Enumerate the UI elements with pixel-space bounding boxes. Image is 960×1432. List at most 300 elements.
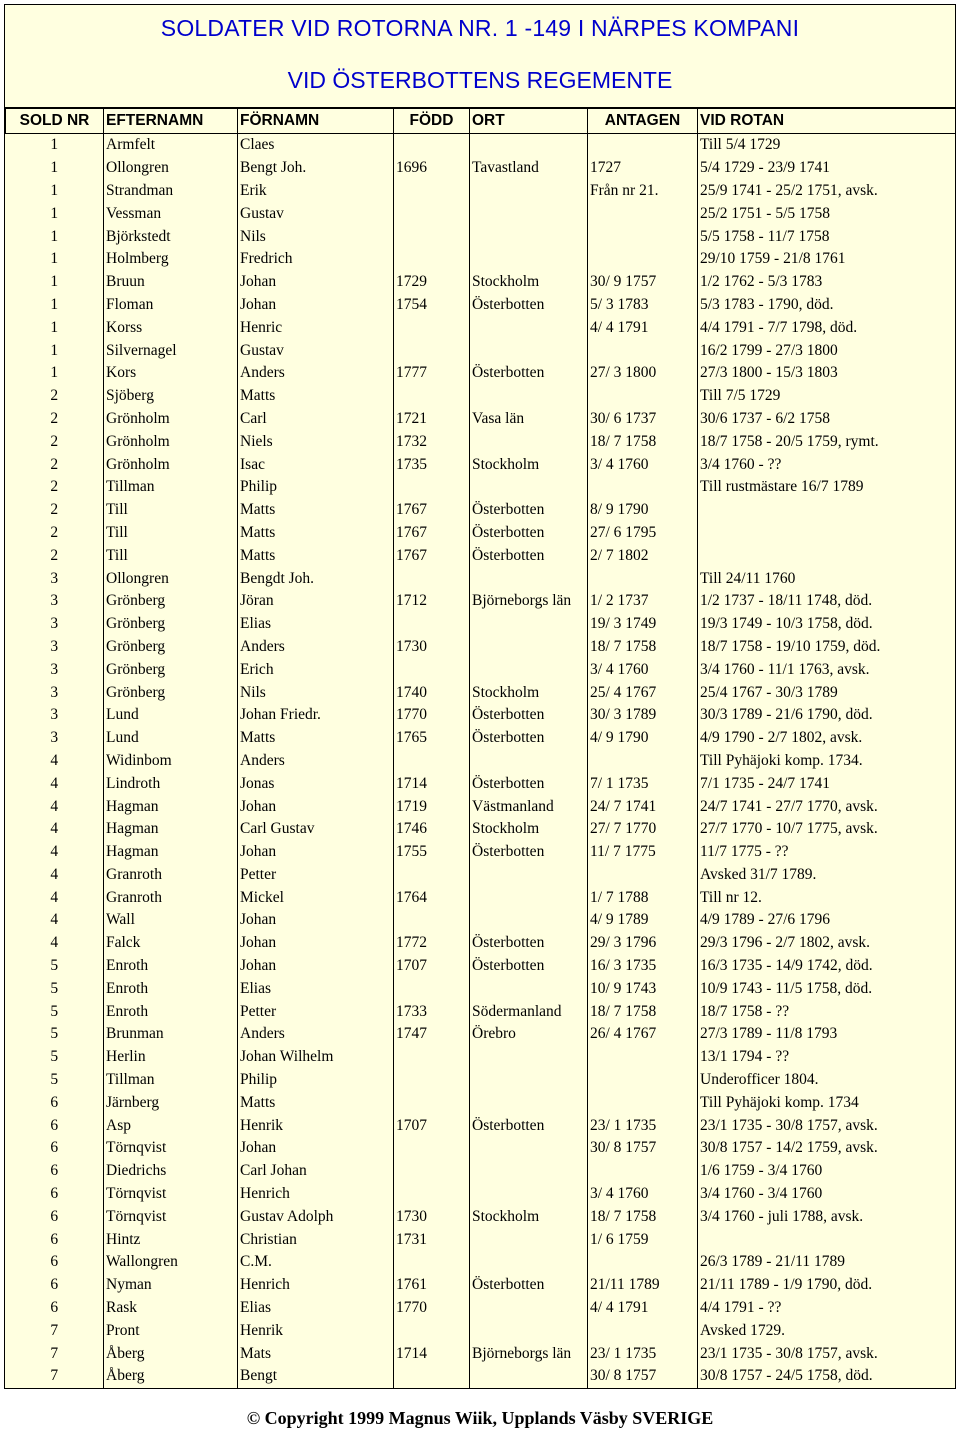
cell-fornamn: Johan [238,955,394,978]
cell-fodd: 1729 [394,271,470,294]
cell-efternamn: Hintz [104,1228,238,1251]
cell-vid-rotan: 7/1 1735 - 24/7 1741 [700,774,831,792]
table-row [6,294,956,317]
cell-efternamn: Åberg [104,1365,238,1388]
cell-fornamn: Henrik [238,1319,394,1342]
cell-antagen: 18/ 7 1758 [588,1205,698,1228]
cell-ort [470,1091,588,1114]
cell-ort: Österbotten [470,704,588,727]
cell-fornamn: Carl [238,408,394,431]
cell-vid-rotan: 1/2 1737 - 18/11 1748, död. [700,592,873,610]
cell-fodd: 1772 [394,932,470,955]
cell-antagen: 1/ 2 1737 [588,590,698,613]
cell-antagen: 27/ 6 1795 [588,522,698,545]
cell-fornamn: Mats [238,1342,394,1365]
table-header-row [6,109,956,134]
cell-fodd [394,1319,470,1342]
cell-antagen: Från nr 21. [588,180,698,203]
cell-vid-rotan: Avsked 1729. [700,1321,785,1339]
cell-sold-nr: 3 [6,681,104,704]
table-row [6,1342,956,1365]
cell-vid-rotan: 18/7 1758 - ?? [700,1002,790,1020]
cell-ort: Österbotten [470,727,588,750]
cell-sold-nr: 1 [6,180,104,203]
cell-efternamn: Armfelt [104,134,238,157]
cell-efternamn: Vessman [104,202,238,225]
table-row [6,1365,956,1388]
cell-efternamn: Sjöberg [104,385,238,408]
cell-sold-nr: 1 [6,294,104,317]
table-row [6,1183,956,1206]
table-row [6,1274,956,1297]
cell-sold-nr: 5 [6,977,104,1000]
cell-antagen [588,1069,698,1092]
cell-ort: Stockholm [470,681,588,704]
cell-efternamn: Enroth [104,1000,238,1023]
cell-sold-nr: 1 [6,362,104,385]
cell-ort [470,567,588,590]
cell-antagen: 2/ 7 1802 [588,544,698,567]
cell-ort [470,202,588,225]
cell-vid-rotan: 11/7 1775 - ?? [700,843,789,861]
cell-antagen: 23/ 1 1735 [588,1114,698,1137]
cell-antagen: 1/ 6 1759 [588,1228,698,1251]
cell-vid-rotan: 19/3 1749 - 10/3 1758, död. [700,615,873,633]
cell-fornamn: Matts [238,1091,394,1114]
cell-ort [470,476,588,499]
cell-sold-nr: 5 [6,1046,104,1069]
cell-efternamn: Lund [104,704,238,727]
cell-fodd: 1733 [394,1000,470,1023]
cell-ort: Björneborgs län [470,1342,588,1365]
cell-sold-nr: 5 [6,1023,104,1046]
cell-vid-rotan: 25/9 1741 - 25/2 1751, avsk. [700,181,878,199]
cell-ort [470,909,588,932]
cell-fornamn: Christian [238,1228,394,1251]
table-row [6,658,956,681]
cell-sold-nr: 3 [6,704,104,727]
table-row [6,1228,956,1251]
cell-vid-rotan: 27/3 1789 - 11/8 1793 [700,1025,838,1043]
cell-efternamn: Floman [104,294,238,317]
column-header-vid-rotan: VID ROTAN [698,109,956,134]
cell-ort [470,430,588,453]
cell-ort: Björneborgs län [470,590,588,613]
table-row [6,1114,956,1137]
cell-antagen [588,864,698,887]
cell-efternamn: Strandman [104,180,238,203]
table-row [6,1319,956,1342]
cell-antagen [588,1160,698,1183]
table-row [6,1137,956,1160]
cell-sold-nr: 5 [6,955,104,978]
cell-sold-nr: 1 [6,316,104,339]
cell-fodd: 1731 [394,1228,470,1251]
cell-sold-nr: 2 [6,476,104,499]
cell-efternamn: Granroth [104,886,238,909]
cell-efternamn: Holmberg [104,248,238,271]
cell-antagen: 21/11 1789 [588,1274,698,1297]
cell-sold-nr: 1 [6,271,104,294]
cell-antagen: 11/ 7 1775 [588,841,698,864]
cell-fodd [394,202,470,225]
cell-ort [470,225,588,248]
cell-sold-nr: 4 [6,772,104,795]
cell-antagen: 27/ 3 1800 [588,362,698,385]
table-row [6,430,956,453]
cell-fornamn: Erik [238,180,394,203]
cell-antagen: 18/ 7 1758 [588,430,698,453]
cell-antagen [588,385,698,408]
cell-sold-nr: 1 [6,157,104,180]
cell-sold-nr: 3 [6,727,104,750]
cell-fodd [394,134,470,157]
cell-antagen: 19/ 3 1749 [588,613,698,636]
cell-fodd: 1707 [394,955,470,978]
cell-vid-rotan: Till nr 12. [700,888,762,906]
cell-antagen: 30/ 3 1789 [588,704,698,727]
cell-efternamn: Järnberg [104,1091,238,1114]
cell-fodd: 1721 [394,408,470,431]
cell-efternamn: Enroth [104,955,238,978]
cell-fodd [394,1091,470,1114]
cell-fornamn: Johan [238,795,394,818]
cell-sold-nr: 6 [6,1297,104,1320]
cell-sold-nr: 2 [6,453,104,476]
cell-antagen: 30/ 8 1757 [588,1365,698,1388]
soldier-table [5,108,956,1388]
cell-antagen [588,1319,698,1342]
table-row [6,1069,956,1092]
cell-efternamn: Grönberg [104,590,238,613]
cell-fornamn: Philip [238,1069,394,1092]
cell-efternamn: Diedrichs [104,1160,238,1183]
cell-fodd: 1707 [394,1114,470,1137]
column-header-fodd: FÖDD [394,109,470,134]
cell-ort: Österbotten [470,499,588,522]
cell-fornamn: Johan Friedr. [238,704,394,727]
cell-antagen: 29/ 3 1796 [588,932,698,955]
cell-sold-nr: 4 [6,864,104,887]
cell-fornamn: Johan [238,841,394,864]
cell-antagen: 1/ 7 1788 [588,886,698,909]
cell-efternamn: Grönberg [104,613,238,636]
cell-vid-rotan: 3/4 1760 - ?? [700,455,782,473]
cell-vid-rotan: Till 24/11 1760 [700,569,796,587]
cell-ort: Österbotten [470,772,588,795]
cell-efternamn: Grönberg [104,681,238,704]
cell-fodd [394,977,470,1000]
table-row [6,202,956,225]
cell-fornamn: Henrich [238,1274,394,1297]
cell-antagen: 3/ 4 1760 [588,1183,698,1206]
cell-vid-rotan: 27/3 1800 - 15/3 1803 [700,364,838,382]
table-row [6,339,956,362]
cell-fornamn: Henrik [238,1114,394,1137]
cell-antagen: 7/ 1 1735 [588,772,698,795]
cell-fodd [394,1251,470,1274]
table-row [6,408,956,431]
cell-vid-rotan [698,499,956,522]
table-row [6,727,956,750]
cell-fornamn: Elias [238,977,394,1000]
cell-fornamn: Anders [238,1023,394,1046]
table-row [6,453,956,476]
cell-ort [470,1183,588,1206]
cell-antagen [588,225,698,248]
cell-fodd [394,613,470,636]
cell-fornamn: Anders [238,362,394,385]
cell-efternamn: Brunman [104,1023,238,1046]
cell-vid-rotan: 16/2 1799 - 27/3 1800 [700,341,838,359]
cell-antagen: 24/ 7 1741 [588,795,698,818]
cell-fodd [394,658,470,681]
cell-fodd [394,316,470,339]
cell-ort [470,339,588,362]
column-header-efternamn: EFTERNAMN [104,109,238,134]
cell-antagen: 25/ 4 1767 [588,681,698,704]
cell-fornamn: Matts [238,544,394,567]
cell-fodd: 1761 [394,1274,470,1297]
cell-efternamn: Herlin [104,1046,238,1069]
cell-ort [470,1069,588,1092]
cell-fodd: 1770 [394,704,470,727]
cell-vid-rotan: Avsked 31/7 1789. [700,865,817,883]
cell-fornamn: Anders [238,750,394,773]
table-row [6,1251,956,1274]
cell-sold-nr: 5 [6,1069,104,1092]
cell-fodd: 1732 [394,430,470,453]
cell-vid-rotan: 30/8 1757 - 24/5 1758, död. [700,1367,873,1385]
cell-ort: Österbotten [470,1274,588,1297]
cell-sold-nr: 2 [6,522,104,545]
cell-fornamn: Claes [238,134,394,157]
cell-antagen: 16/ 3 1735 [588,955,698,978]
cell-sold-nr: 3 [6,658,104,681]
table-row [6,1000,956,1023]
cell-ort: Västmanland [470,795,588,818]
cell-antagen: 27/ 7 1770 [588,818,698,841]
cell-sold-nr: 2 [6,385,104,408]
cell-fornamn: Johan [238,932,394,955]
column-header-antagen: ANTAGEN [588,109,698,134]
cell-fornamn: Isac [238,453,394,476]
cell-vid-rotan: 23/1 1735 - 30/8 1757, avsk. [700,1344,878,1362]
cell-fornamn: Nils [238,225,394,248]
table-row [6,613,956,636]
cell-fodd: 1770 [394,1297,470,1320]
cell-sold-nr: 2 [6,544,104,567]
cell-vid-rotan: 26/3 1789 - 21/11 1789 [700,1253,845,1271]
table-row [6,818,956,841]
column-header-ort: ORT [470,109,588,134]
cell-fodd: 1730 [394,1205,470,1228]
cell-sold-nr: 3 [6,567,104,590]
table-row [6,932,956,955]
table-row [6,248,956,271]
cell-efternamn: Grönberg [104,658,238,681]
cell-sold-nr: 4 [6,750,104,773]
cell-fornamn: Bengt [238,1365,394,1388]
cell-antagen: 30/ 9 1757 [588,271,698,294]
table-body [6,134,956,1388]
cell-sold-nr: 6 [6,1274,104,1297]
cell-fornamn: Henric [238,316,394,339]
cell-sold-nr: 6 [6,1205,104,1228]
cell-fornamn: Elias [238,1297,394,1320]
cell-fodd: 1747 [394,1023,470,1046]
cell-fodd [394,225,470,248]
cell-efternamn: Nyman [104,1274,238,1297]
cell-ort: Österbotten [470,932,588,955]
cell-antagen: 26/ 4 1767 [588,1023,698,1046]
cell-vid-rotan: 10/9 1743 - 11/5 1758, död. [700,979,873,997]
cell-fornamn: Henrich [238,1183,394,1206]
cell-fodd [394,1183,470,1206]
cell-efternamn: Silvernagel [104,339,238,362]
cell-ort: Stockholm [470,1205,588,1228]
cell-efternamn: Rask [104,1297,238,1320]
cell-antagen: 5/ 3 1783 [588,294,698,317]
cell-antagen: 4/ 9 1790 [588,727,698,750]
table-row [6,977,956,1000]
cell-fornamn: Gustav [238,202,394,225]
cell-ort: Södermanland [470,1000,588,1023]
cell-fornamn: Johan [238,1137,394,1160]
cell-efternamn: Lund [104,727,238,750]
cell-antagen [588,339,698,362]
cell-fodd [394,750,470,773]
cell-efternamn: Hagman [104,818,238,841]
cell-ort [470,977,588,1000]
column-header-sold-nr: SOLD NR [6,109,104,134]
cell-antagen: 3/ 4 1760 [588,658,698,681]
cell-fornamn: Carl Gustav [238,818,394,841]
table-row [6,1046,956,1069]
cell-antagen [588,567,698,590]
cell-ort: Stockholm [470,818,588,841]
cell-fodd [394,909,470,932]
cell-ort [470,1251,588,1274]
cell-ort [470,1365,588,1388]
table-row [6,681,956,704]
cell-ort [470,385,588,408]
cell-fodd [394,339,470,362]
cell-fornamn: Gustav Adolph [238,1205,394,1228]
cell-vid-rotan: 23/1 1735 - 30/8 1757, avsk. [700,1116,878,1134]
cell-efternamn: Törnqvist [104,1183,238,1206]
cell-fornamn: Elias [238,613,394,636]
cell-fodd: 1754 [394,294,470,317]
cell-fodd [394,567,470,590]
table-row [6,225,956,248]
cell-ort: Österbotten [470,955,588,978]
cell-ort: Österbotten [470,522,588,545]
cell-ort: Stockholm [470,453,588,476]
cell-vid-rotan: 3/4 1760 - juli 1788, avsk. [700,1207,864,1225]
table-row [6,909,956,932]
cell-fodd: 1696 [394,157,470,180]
cell-vid-rotan: 4/9 1789 - 27/6 1796 [700,911,831,929]
cell-sold-nr: 7 [6,1365,104,1388]
cell-efternamn: Granroth [104,864,238,887]
cell-vid-rotan: 5/3 1783 - 1790, död. [700,295,834,313]
cell-fodd: 1735 [394,453,470,476]
cell-vid-rotan: 29/3 1796 - 2/7 1802, avsk. [700,934,871,952]
cell-fornamn: Niels [238,430,394,453]
cell-fodd: 1767 [394,522,470,545]
table-row [6,567,956,590]
cell-fornamn: Matts [238,385,394,408]
cell-sold-nr: 3 [6,636,104,659]
cell-ort [470,864,588,887]
cell-fodd [394,476,470,499]
cell-vid-rotan: 29/10 1759 - 21/8 1761 [700,250,846,268]
cell-sold-nr: 4 [6,932,104,955]
cell-fodd: 1765 [394,727,470,750]
cell-fodd: 1712 [394,590,470,613]
cell-fornamn: Matts [238,499,394,522]
cell-ort [470,886,588,909]
cell-fodd [394,248,470,271]
cell-efternamn: Björkstedt [104,225,238,248]
cell-efternamn: Asp [104,1114,238,1137]
cell-sold-nr: 2 [6,408,104,431]
cell-vid-rotan: 3/4 1760 - 11/1 1763, avsk. [700,660,870,678]
cell-vid-rotan: 30/8 1757 - 14/2 1759, avsk. [700,1139,878,1157]
table-row [6,795,956,818]
cell-fornamn: Nils [238,681,394,704]
table-row [6,316,956,339]
cell-efternamn: Wallongren [104,1251,238,1274]
cell-fornamn: Petter [238,864,394,887]
cell-sold-nr: 4 [6,841,104,864]
cell-fodd [394,385,470,408]
page-title: SOLDATER VID ROTORNA NR. 1 -149 I NÄRPES KOMPANI [160,15,800,41]
cell-fodd: 1764 [394,886,470,909]
cell-fornamn: Johan [238,271,394,294]
cell-ort [470,1228,588,1251]
cell-efternamn: Tillman [104,476,238,499]
cell-vid-rotan: Till rustmästare 16/7 1789 [700,478,864,496]
cell-ort [470,1046,588,1069]
title-block [5,5,955,108]
cell-efternamn: Grönholm [104,408,238,431]
cell-efternamn: Wall [104,909,238,932]
table-row [6,772,956,795]
cell-ort [470,248,588,271]
cell-fodd [394,180,470,203]
cell-ort [470,1137,588,1160]
cell-sold-nr: 4 [6,886,104,909]
cell-vid-rotan: Till Pyhäjoki komp. 1734. [700,751,863,769]
cell-fornamn: Johan Wilhelm [238,1046,394,1069]
cell-sold-nr: 2 [6,499,104,522]
cell-sold-nr: 1 [6,248,104,271]
cell-vid-rotan: 1/6 1759 - 3/4 1760 [700,1162,823,1180]
cell-sold-nr: 6 [6,1183,104,1206]
cell-ort [470,750,588,773]
cell-sold-nr: 6 [6,1160,104,1183]
cell-antagen: 18/ 7 1758 [588,636,698,659]
cell-efternamn: Till [104,544,238,567]
copyright-notice: © Copyright 1999 Magnus Wiik, Upplands Väsby SVERIGE [246,1408,714,1428]
cell-antagen: 4/ 9 1789 [588,909,698,932]
cell-vid-rotan: Till Pyhäjoki komp. 1734 [700,1093,859,1111]
table-row [6,590,956,613]
cell-antagen: 1727 [588,157,698,180]
cell-vid-rotan: 30/6 1737 - 6/2 1758 [700,409,831,427]
